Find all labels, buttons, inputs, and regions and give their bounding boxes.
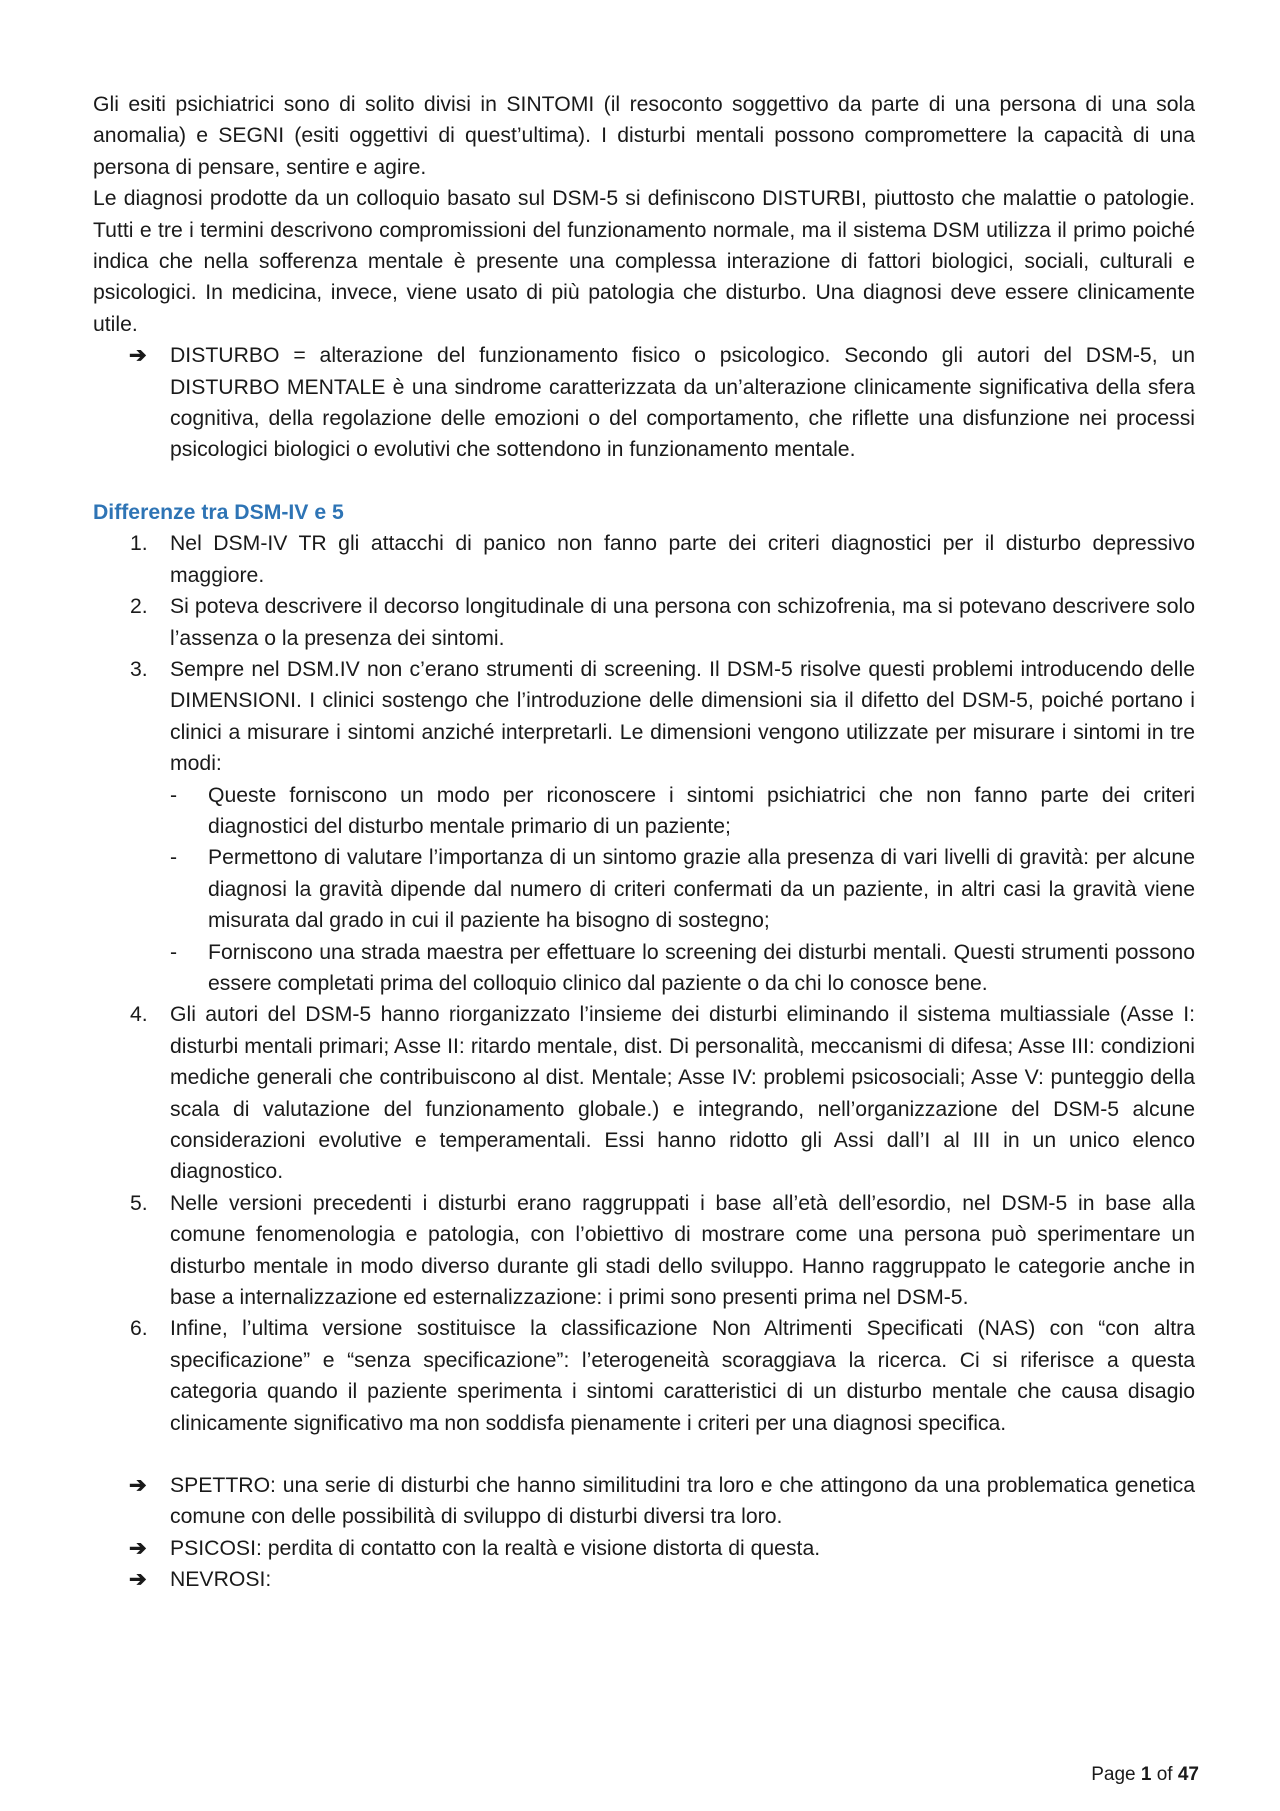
dash-bullet: - xyxy=(170,846,178,870)
list-item-text: Nel DSM-IV TR gli attacchi di panico non fanno parte dei criteri diagnostici per il disturbo depressivo maggiore. xyxy=(170,532,1195,587)
differences-list xyxy=(93,528,1195,1439)
list-item xyxy=(93,654,1195,999)
list-number: 4. xyxy=(130,1003,148,1027)
page-of: of xyxy=(1156,1764,1173,1785)
term-text: NEVROSI: xyxy=(170,1568,272,1592)
list-item xyxy=(93,591,1195,654)
list-number: 5. xyxy=(130,1191,148,1215)
term-text: SPETTRO: una serie di disturbi che hanno similitudini tra loro e che attingono da una problematica genetica comune con delle possibilità di sviluppo di disturbi diversi tra loro. xyxy=(170,1474,1195,1529)
dash-bullet: - xyxy=(170,783,178,807)
sublist-item xyxy=(170,937,1195,1000)
dimensions-sublist xyxy=(170,780,1195,1000)
intro-paragraph-2: Le diagnosi prodotte da un colloquio basato sul DSM-5 si definiscono DISTURBI, piuttosto che malattie o patologie. Tutti e tre i termini descrivono compromissioni del funzionamento normale, ma il sistema DSM utilizza il primo poiché indica che nella sofferenza mentale è presente una complessa interazione di fattori biologici, sociali, culturali e psicologici. In medicina, invece, viene usato di più patologia che disturbo. Una diagnosi deve essere clinicamente utile. xyxy=(93,187,1195,336)
sublist-item xyxy=(170,842,1195,936)
dash-bullet: - xyxy=(170,940,178,964)
list-item-text: Si poteva descrivere il decorso longitudinale di una persona con schizofrenia, ma si potevano descrivere solo l’assenza o la presenza dei sintomi. xyxy=(170,595,1195,650)
sublist-item-text: Permettono di valutare l’importanza di un sintomo grazie alla presenza di vari livelli di gravità: per alcune diagnosi la gravità dipende dal numero di criteri confermati da un paziente, in altri casi la gravità viene misurata dal grado in cui il paziente ha bisogno di sostegno; xyxy=(208,846,1195,933)
term-psicosi xyxy=(93,1533,1195,1564)
list-number: 3. xyxy=(130,657,148,681)
total-pages: 47 xyxy=(1177,1764,1199,1785)
list-item-text: Gli autori del DSM-5 hanno riorganizzato l’insieme dei disturbi eliminando il sistema multiassiale (Asse I: disturbi mentali primari; Asse II: ritardo mentale, dist. Di personalità, meccanismi di difesa; Asse III: condizioni mediche generali che contribuiscono al dist. Mentale; Asse IV: problemi psicosociali; Asse V: punteggio della scala di valutazione del funzionamento globale.) e integrando, nell’organizzazione del DSM-5 alcune considerazioni evolutive e temperamentali. Essi hanno ridotto gli Assi dall’I al III in un unico elenco diagnostico. xyxy=(170,1003,1195,1184)
term-nevrosi xyxy=(93,1564,1195,1595)
arrow-icon: ➔ xyxy=(129,344,147,368)
current-page: 1 xyxy=(1140,1764,1152,1785)
sublist-item-text: Queste forniscono un modo per riconoscere i sintomi psichiatrici che non fanno parte dei criteri diagnostici del disturbo mentale primario di un paziente; xyxy=(208,783,1195,838)
arrow-icon: ➔ xyxy=(129,1568,147,1592)
term-text: PSICOSI: perdita di contatto con la realtà e visione distorta di questa. xyxy=(170,1536,821,1560)
section-heading: Differenze tra DSM-IV e 5 xyxy=(93,500,344,524)
definition-disturbo-text: DISTURBO = alterazione del funzionamento fisico o psicologico. Secondo gli autori del DSM-5, un DISTURBO MENTALE è una sindrome caratterizzata da un’alterazione clinicamente significativa della sfera cognitiva, della regolazione delle emozioni o del comportamento, che riflette una disfunzione nei processi psicologici biologici o evolutivi che sottendono in funzionamento mentale. xyxy=(170,344,1195,462)
arrow-icon: ➔ xyxy=(129,1474,147,1498)
intro-paragraph-1: Gli esiti psichiatrici sono di solito divisi in SINTOMI (il resoconto soggettivo da parte di una persona di una sola anomalia) e SEGNI (esiti oggettivi di quest’ultima). I disturbi mentali possono compromettere la capacità di una persona di pensare, sentire e agire. xyxy=(93,93,1195,179)
list-number: 6. xyxy=(130,1317,148,1341)
list-number: 2. xyxy=(130,595,148,619)
list-item-text: Sempre nel DSM.IV non c’erano strumenti di screening. Il DSM-5 risolve questi problemi introducendo delle DIMENSIONI. I clinici sostengo che l’introduzione delle dimensioni sia il difetto del DSM-5, poiché portano i clinici a misurare i sintomi anziché interpretarli. Le dimensioni vengono utilizzate per misurare i sintomi in tre modi: xyxy=(170,657,1195,776)
list-item xyxy=(93,1188,1195,1314)
list-item-text: Nelle versioni precedenti i disturbi erano raggruppati i base all’età dell’esordio, nel DSM-5 in base alla comune fenomenologia e patologia, con l’obiettivo di mostrare come una persona può sperimentare un disturbo mentale in modo diverso durante gli stadi dello sviluppo. Hanno raggruppato le categorie anche in base a internalizzazione ed esternalizzazione: i primi sono presenti prima nel DSM-5. xyxy=(170,1191,1195,1310)
page-number xyxy=(1091,1764,1199,1786)
arrow-icon: ➔ xyxy=(129,1536,147,1560)
page-label: Page xyxy=(1091,1764,1136,1785)
list-number: 1. xyxy=(130,532,148,556)
list-item xyxy=(93,999,1195,1187)
sublist-item xyxy=(170,780,1195,843)
list-item xyxy=(93,528,1195,591)
sublist-item-text: Forniscono una strada maestra per effettuare lo screening dei disturbi mentali. Questi strumenti possono essere completati prima del colloquio clinico dal paziente o da chi lo conosce bene. xyxy=(208,940,1195,995)
term-spettro xyxy=(93,1470,1195,1533)
document-page xyxy=(93,89,1195,1596)
list-item-text: Infine, l’ultima versione sostituisce la classificazione Non Altrimenti Specificati (NAS) con “con altra specificazione” e “senza specificazione”: l’eterogeneità scoraggiava la ricerca. Ci si riferisce a questa categoria quando il paziente sperimenta i sintomi caratteristici di un disturbo mentale che causa disagio clinicamente significativo ma non soddisfa pienamente i criteri per una diagnosi specifica. xyxy=(170,1317,1195,1435)
spacer xyxy=(93,1439,1195,1470)
list-item xyxy=(93,1313,1195,1439)
definition-disturbo xyxy=(93,340,1195,466)
